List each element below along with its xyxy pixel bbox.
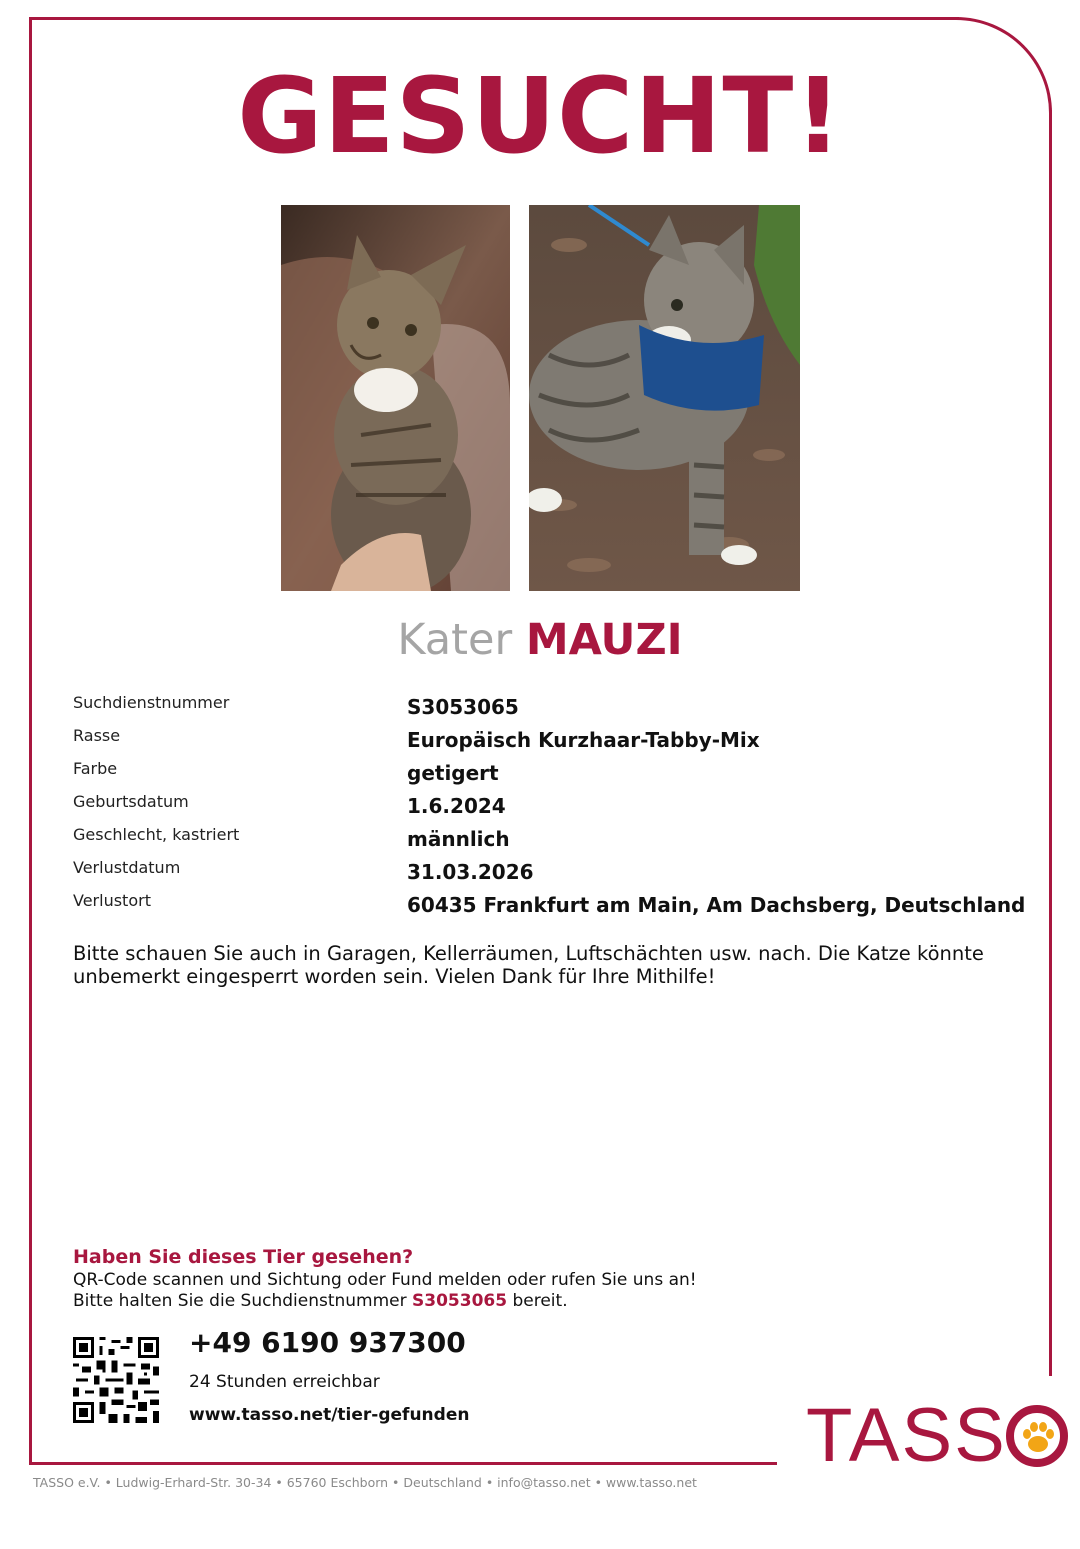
contact-reference-suffix: bereit.	[512, 1291, 568, 1311]
detail-value: männlich	[407, 827, 510, 851]
contact-instruction: QR-Code scannen und Sichtung oder Fund melden oder rufen Sie uns an!	[73, 1270, 697, 1290]
qr-code-icon[interactable]	[73, 1337, 159, 1423]
detail-row-breed	[73, 725, 1013, 758]
detail-value: 1.6.2024	[407, 794, 506, 818]
contact-heading: Haben Sie dieses Tier gesehen?	[73, 1246, 414, 1268]
poster-frame-bottom	[29, 1462, 777, 1465]
website-link[interactable]: www.tasso.net/tier-gefunden	[189, 1405, 470, 1425]
detail-label: Verlustdatum	[73, 858, 181, 877]
detail-label: Farbe	[73, 759, 118, 778]
poster-headline: GESUCHT!	[237, 55, 843, 177]
poster-frame-right	[1049, 110, 1052, 1376]
cat-photo-2	[529, 205, 800, 591]
paw-o-icon	[1005, 1404, 1069, 1468]
contact-reference-line	[73, 1291, 568, 1311]
footer-address: TASSO e.V. • Ludwig-Erhard-Str. 30-34 • 65760 Eschborn • Deutschland • info@tasso.net • www.tasso.net	[33, 1475, 697, 1490]
tasso-logo	[806, 1393, 1069, 1478]
detail-label: Geschlecht, kastriert	[73, 825, 240, 844]
detail-value: getigert	[407, 761, 499, 785]
detail-row-birthdate	[73, 791, 1013, 824]
phone-number[interactable]: +49 6190 937300	[189, 1326, 466, 1359]
cat-photo-1	[281, 205, 510, 591]
animal-name: MAUZI	[525, 615, 683, 665]
detail-value: 60435 Frankfurt am Main, Am Dachsberg, Deutschland	[407, 893, 1026, 917]
detail-row-loss-date	[73, 857, 1013, 890]
detail-row-loss-place	[73, 890, 1026, 923]
poster-frame-top	[29, 17, 959, 20]
detail-label: Verlustort	[73, 891, 151, 910]
detail-row-search-number	[73, 692, 1013, 725]
animal-title	[0, 617, 1080, 664]
detail-value: Europäisch Kurzhaar-Tabby-Mix	[407, 728, 760, 752]
availability-text: 24 Stunden erreichbar	[189, 1372, 380, 1392]
detail-value: 31.03.2026	[407, 860, 534, 884]
contact-reference-prefix: Bitte halten Sie die Suchdienstnummer	[73, 1291, 407, 1311]
detail-label: Suchdienstnummer	[73, 693, 230, 712]
animal-details	[73, 692, 1026, 923]
detail-row-sex	[73, 824, 1013, 857]
poster-frame-left	[29, 17, 32, 1465]
logo-text: TASS	[806, 1393, 1007, 1478]
notice-text: Bitte schauen Sie auch in Garagen, Kellerräumen, Luftschächten usw. nach. Die Katze könnte unbemerkt eingesperrt worden sein. Vielen Dank für Ihre Mithilfe!	[73, 942, 984, 988]
detail-label: Geburtsdatum	[73, 792, 189, 811]
detail-value: S3053065	[407, 695, 519, 719]
contact-reference-number: S3053065	[412, 1291, 508, 1311]
detail-row-color	[73, 758, 1013, 791]
animal-kind: Kater	[397, 615, 513, 665]
detail-label: Rasse	[73, 726, 121, 745]
